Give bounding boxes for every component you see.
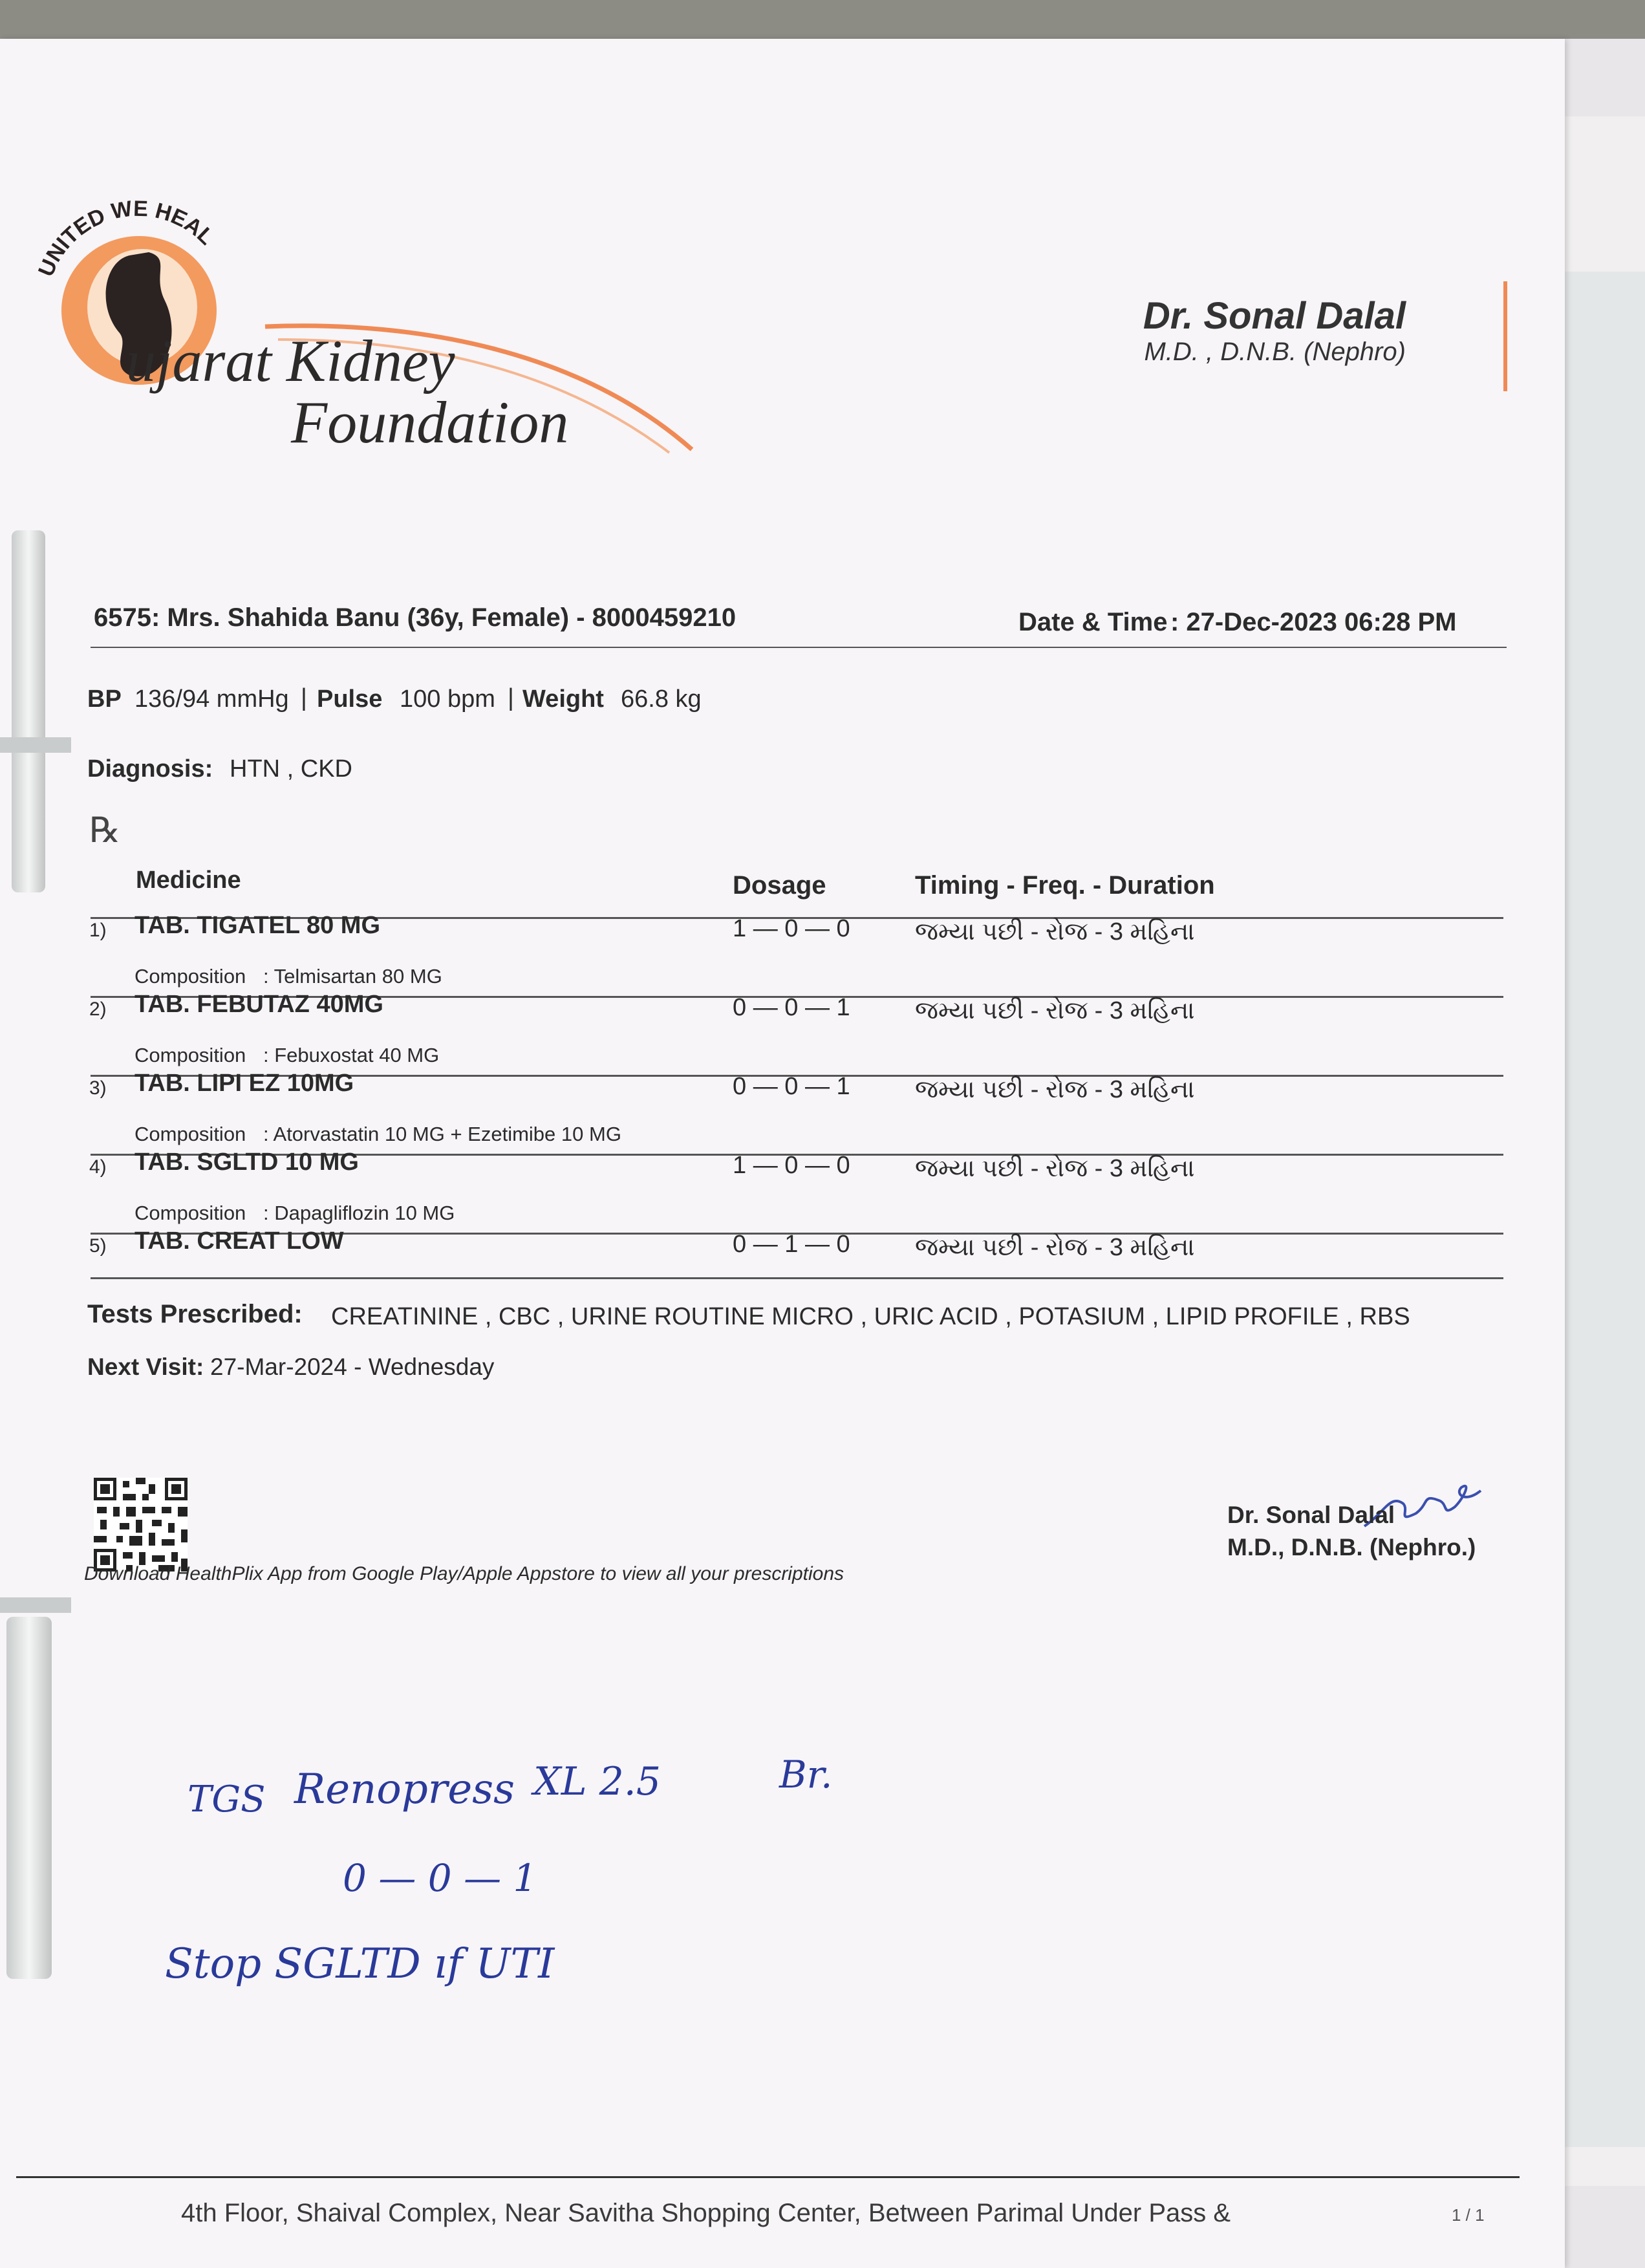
composition-label: Composition [134, 1123, 246, 1145]
timing: જમ્યા પછી - રોજ - 3 મહિના [915, 918, 1195, 945]
row-number: 5) [89, 1235, 107, 1257]
medicine-name: TAB. TIGATEL 80 MG [134, 912, 381, 939]
handwritten-dose: XL 2.5 [533, 1759, 661, 1804]
medicine-name: TAB. CREAT LOW [134, 1227, 344, 1255]
diagnosis-label: Diagnosis: [87, 755, 213, 783]
background-strip [0, 0, 1645, 39]
timing: જમ્યા પછી - રોજ - 3 મહિના [915, 1076, 1195, 1103]
composition: : Telmisartan 80 MG [263, 965, 442, 988]
logo-line1: ujarat Kidney [126, 328, 455, 394]
header-accent-bar [1503, 281, 1507, 391]
separator: | [508, 684, 514, 711]
datetime-value: : 27-Dec-2023 06:28 PM [1170, 608, 1457, 636]
medicine-name: TAB. LIPI EZ 10MG [134, 1070, 354, 1097]
timing: જમ્યા પછી - રોજ - 3 મહિના [915, 1155, 1195, 1182]
diagnosis-value: HTN , CKD [230, 755, 352, 783]
logo-line2: Foundation [291, 389, 569, 455]
pulse-value: 100 bpm [400, 686, 495, 713]
row-number: 2) [89, 999, 107, 1020]
weight-value: 66.8 kg [621, 686, 702, 713]
bp-value: 136/94 mmHg [134, 686, 289, 713]
handwritten-br: Br. [779, 1753, 833, 1797]
row-number: 3) [89, 1077, 107, 1099]
pulse-label: Pulse [317, 686, 383, 713]
col-header-timing: Timing - Freq. - Duration [915, 871, 1215, 900]
medicine-name: TAB. FEBUTAZ 40MG [134, 991, 383, 1018]
binder-band [0, 1597, 71, 1613]
dosage: 1 — 0 — 0 [733, 1152, 850, 1179]
handwritten-schedule: 0 — 0 — 1 [343, 1856, 537, 1900]
composition-label: Composition [134, 1202, 246, 1224]
rx-icon: ℞ [89, 811, 121, 850]
dosage: 1 — 0 — 0 [733, 915, 850, 942]
doctor-name: Dr. Sonal Dalal [1143, 295, 1406, 337]
composition: : Febuxostat 40 MG [263, 1044, 440, 1066]
footer-rule [16, 2176, 1520, 2178]
composition: : Dapagliflozin 10 MG [263, 1202, 455, 1224]
separator: | [301, 684, 307, 711]
handwritten-renopress: Renopress [294, 1766, 515, 1813]
qr-code-icon [94, 1478, 188, 1571]
app-download-note: Download HealthPlix App from Google Play/Apple Appstore to view all your prescriptions [84, 1563, 844, 1584]
col-header-dosage: Dosage [733, 871, 826, 900]
binder-band [0, 737, 71, 753]
table-bottom-rule [91, 1277, 1503, 1279]
next-visit-value: 27-Mar-2024 - Wednesday [210, 1354, 495, 1380]
signature-name: Dr. Sonal Dalal [1227, 1502, 1395, 1528]
doctor-degree: M.D. , D.N.B. (Nephro) [1144, 338, 1406, 366]
composition-label: Composition [134, 1044, 246, 1066]
row-number: 1) [89, 920, 107, 941]
tests-label: Tests Prescribed: [87, 1300, 303, 1328]
patient-info: 6575: Mrs. Shahida Banu (36y, Female) - 8000459210 [94, 603, 736, 632]
dosage: 0 — 0 — 1 [733, 994, 850, 1021]
dosage: 0 — 1 — 0 [733, 1231, 850, 1258]
dosage: 0 — 0 — 1 [733, 1073, 850, 1100]
prescription-page [0, 39, 1565, 2268]
signature-degree: M.D., D.N.B. (Nephro.) [1227, 1534, 1476, 1561]
col-header-medicine: Medicine [136, 867, 241, 894]
row-number: 4) [89, 1156, 107, 1178]
bp-label: BP [87, 686, 122, 713]
timing: જમ્યા પછી - રોજ - 3 મહિના [915, 1234, 1195, 1261]
tests-value: CREATININE , CBC , URINE ROUTINE MICRO , URIC ACID , POTASIUM , LIPID PROFILE , RBS [331, 1303, 1410, 1330]
timing: જમ્યા પછી - રોજ - 3 મહિના [915, 997, 1195, 1024]
logo-arc-text: UNITED WE HEAL [33, 196, 219, 281]
weight-label: Weight [522, 686, 604, 713]
binder-clip [6, 1617, 52, 1979]
divider [91, 647, 1507, 648]
footer-address: 4th Floor, Shaival Complex, Near Savitha Shopping Center, Between Parimal Under Pass & [181, 2199, 1231, 2227]
page-number: 1 / 1 [1452, 2205, 1485, 2225]
binder-clip [12, 530, 45, 892]
handwritten-instruction: Stop SGLTD ıf UTI [165, 1940, 555, 1988]
datetime-label: Date & Time [1018, 608, 1168, 636]
next-visit-label: Next Visit: [87, 1354, 204, 1380]
medicine-name: TAB. SGLTD 10 MG [134, 1149, 359, 1176]
handwritten-tgs: TGS [188, 1778, 266, 1820]
composition-label: Composition [134, 965, 246, 988]
composition: : Atorvastatin 10 MG + Ezetimibe 10 MG [263, 1123, 621, 1145]
